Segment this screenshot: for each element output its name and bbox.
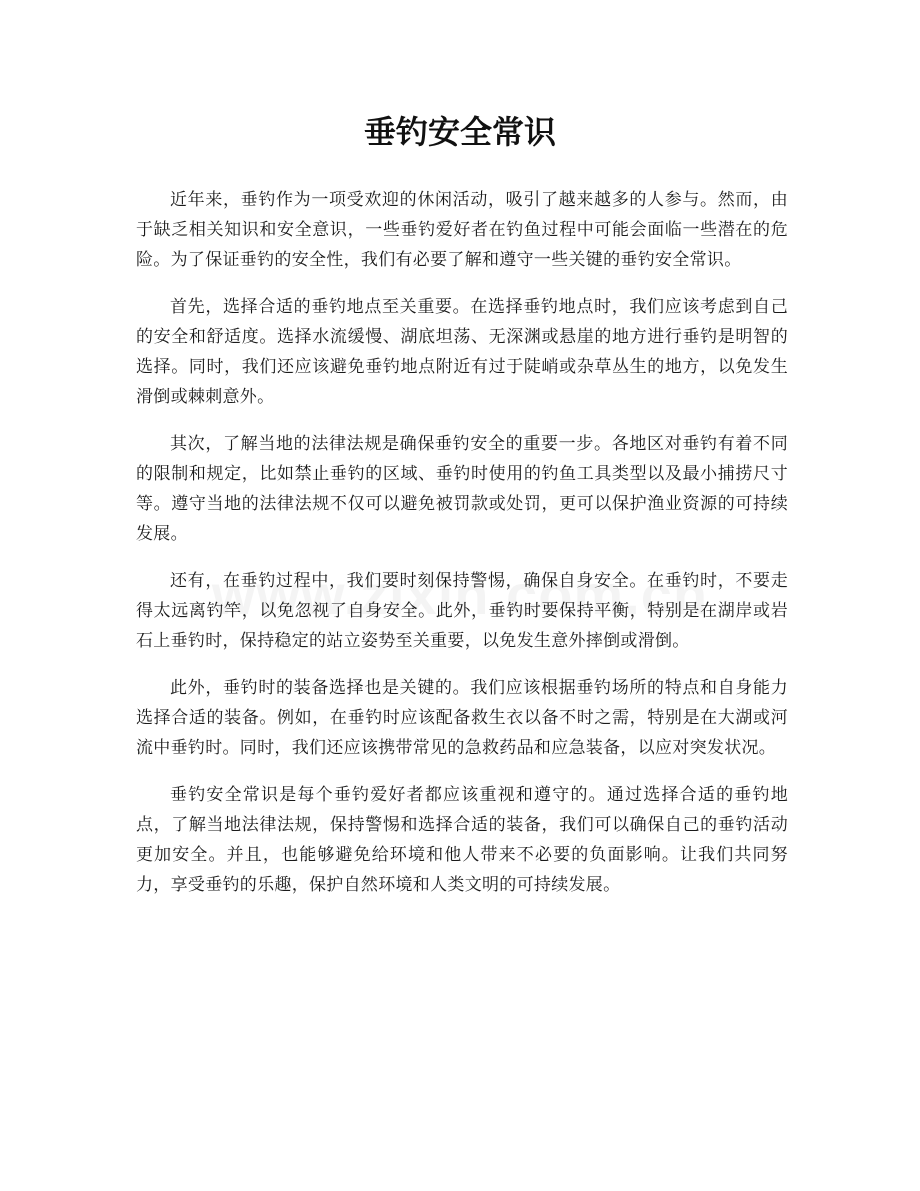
paragraph-vigilance: 还有，在垂钓过程中，我们要时刻保持警惕，确保自身安全。在垂钓时，不要走得太远离钓竿，以免忽视了自身安全。此外，垂钓时要保持平衡，特别是在湖岸或岩石上垂钓时，保持稳定的站立姿势至关重要，以免发生意外摔倒或滑倒。: [136, 571, 788, 651]
document-title: 垂钓安全常识: [363, 113, 556, 151]
paragraph-equipment: 此外，垂钓时的装备选择也是关键的。我们应该根据垂钓场所的特点和自身能力选择合适的装备。例如，在垂钓时应该配备救生衣以备不时之需，特别是在大湖或河流中垂钓时。同时，我们还应该携带常见的急救药品和应急装备，以应对突发状况。: [136, 678, 788, 758]
paragraph-regulations: 其次，了解当地的法律法规是确保垂钓安全的重要一步。各地区对垂钓有着不同的限制和规定，比如禁止垂钓的区域、垂钓时使用的钓鱼工具类型以及最小捕捞尺寸等。遵守当地的法律法规不仅可以避免被罚款或处罚，更可以保护渔业资源的可持续发展。: [136, 434, 788, 544]
paragraph-intro: 近年来，垂钓作为一项受欢迎的休闲活动，吸引了越来越多的人参与。然而，由于缺乏相关知识和安全意识，一些垂钓爱好者在钓鱼过程中可能会面临一些潜在的危险。为了保证垂钓的安全性，我们有必要了解和遵守一些关键的垂钓安全常识。: [136, 190, 788, 270]
paragraph-location: 首先，选择合适的垂钓地点至关重要。在选择垂钓地点时，我们应该考虑到自己的安全和舒适度。选择水流缓慢、湖底坦荡、无深渊或悬崖的地方进行垂钓是明智的选择。同时，我们还应该避免垂钓地点附近有过于陡峭或杂草丛生的地方，以免发生滑倒或棘刺意外。: [136, 297, 788, 407]
paragraph-conclusion: 垂钓安全常识是每个垂钓爱好者都应该重视和遵守的。通过选择合适的垂钓地点，了解当地法律法规，保持警惕和选择合适的装备，我们可以确保自己的垂钓活动更加安全。并且，也能够避免给环境和他人带来不必要的负面影响。让我们共同努力，享受垂钓的乐趣，保护自然环境和人类文明的可持续发展。: [136, 785, 788, 895]
document-body: [136, 185, 788, 917]
